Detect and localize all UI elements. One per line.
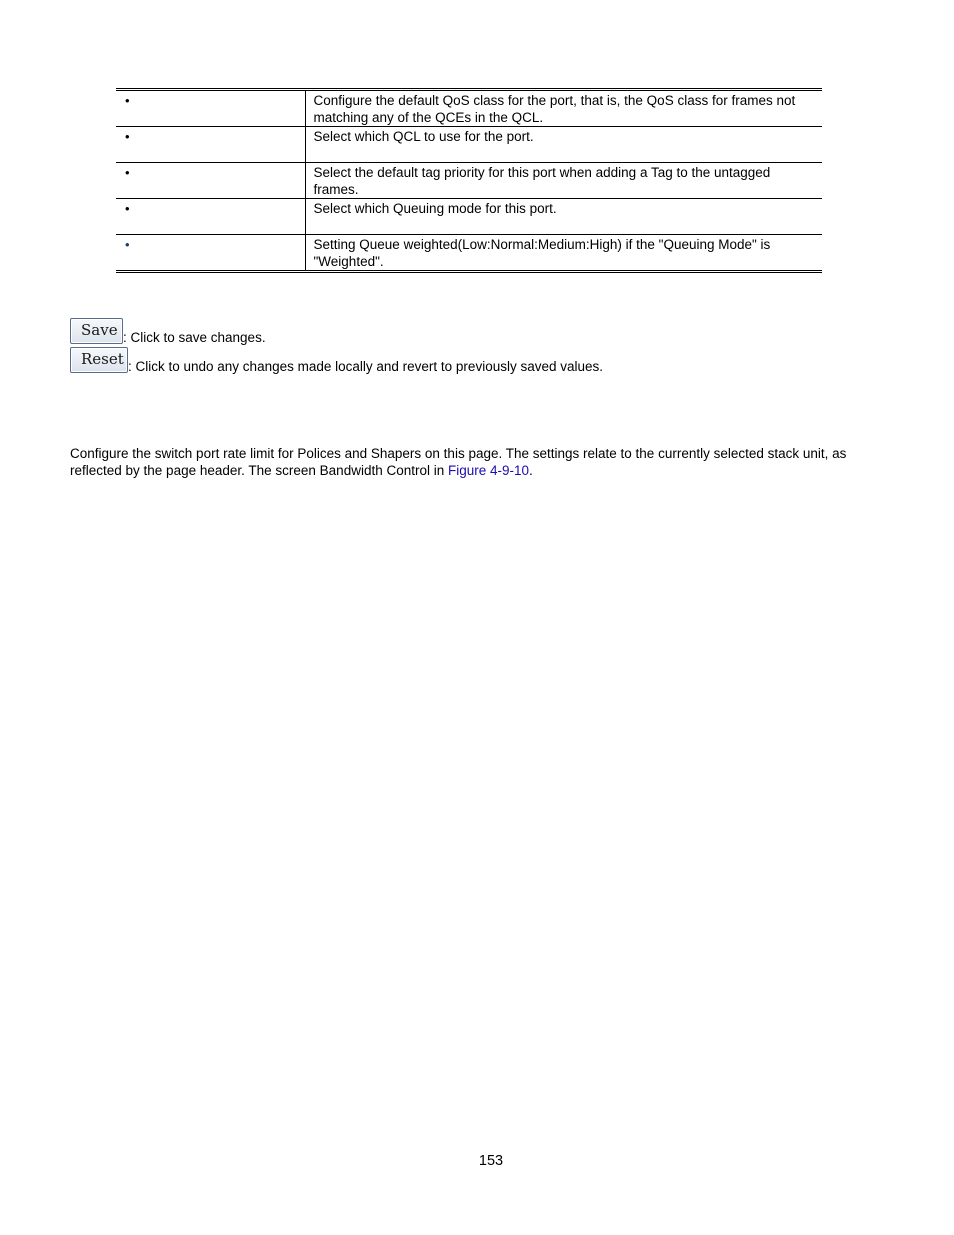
parameter-name-cell [116, 235, 305, 272]
parameter-name-cell [116, 163, 305, 199]
save-button[interactable]: Save [70, 318, 123, 344]
bullet: • [125, 93, 130, 108]
save-button-description: : Click to save changes. [123, 330, 266, 345]
bullet: • [125, 129, 130, 144]
intro-paragraph [70, 445, 890, 479]
table-row [116, 235, 822, 272]
paragraph-end: . [529, 463, 533, 478]
parameter-description: Configure the default QoS class for the port, that is, the QoS class for frames not matching any of the QCEs in the QCL. [305, 90, 822, 127]
parameter-name-cell [116, 90, 305, 127]
parameter-name-cell [116, 199, 305, 235]
parameter-table [116, 88, 822, 273]
table-row [116, 127, 822, 163]
table-row [116, 199, 822, 235]
reset-button[interactable]: Reset [70, 347, 128, 373]
page-number: 153 [478, 1153, 504, 1169]
reset-button-description: : Click to undo any changes made locally and revert to previously saved values. [128, 359, 604, 374]
parameter-description: Select which QCL to use for the port. [305, 127, 822, 163]
figure-link[interactable]: Figure 4-9-10 [448, 463, 530, 478]
bullet: • [125, 237, 130, 252]
parameter-description: Select the default tag priority for this port when adding a Tag to the untagged frames. [305, 163, 822, 199]
save-button-row [70, 318, 266, 344]
parameter-description: Select which Queuing mode for this port. [305, 199, 822, 235]
reset-button-row [70, 347, 603, 373]
parameter-description: Setting Queue weighted(Low:Normal:Medium:High) if the "Queuing Mode" is "Weighted". [313, 237, 771, 269]
paragraph-text: Configure the switch port rate limit for Polices and Shapers on this page. The settings relate to the currently selected stack unit, as reflected by the page header. The screen Bandwidth Control in [70, 446, 847, 478]
table-row [116, 90, 822, 127]
parameter-name-cell [116, 127, 305, 163]
bullet: • [125, 201, 130, 216]
bullet: • [125, 165, 130, 180]
table-row [116, 163, 822, 199]
